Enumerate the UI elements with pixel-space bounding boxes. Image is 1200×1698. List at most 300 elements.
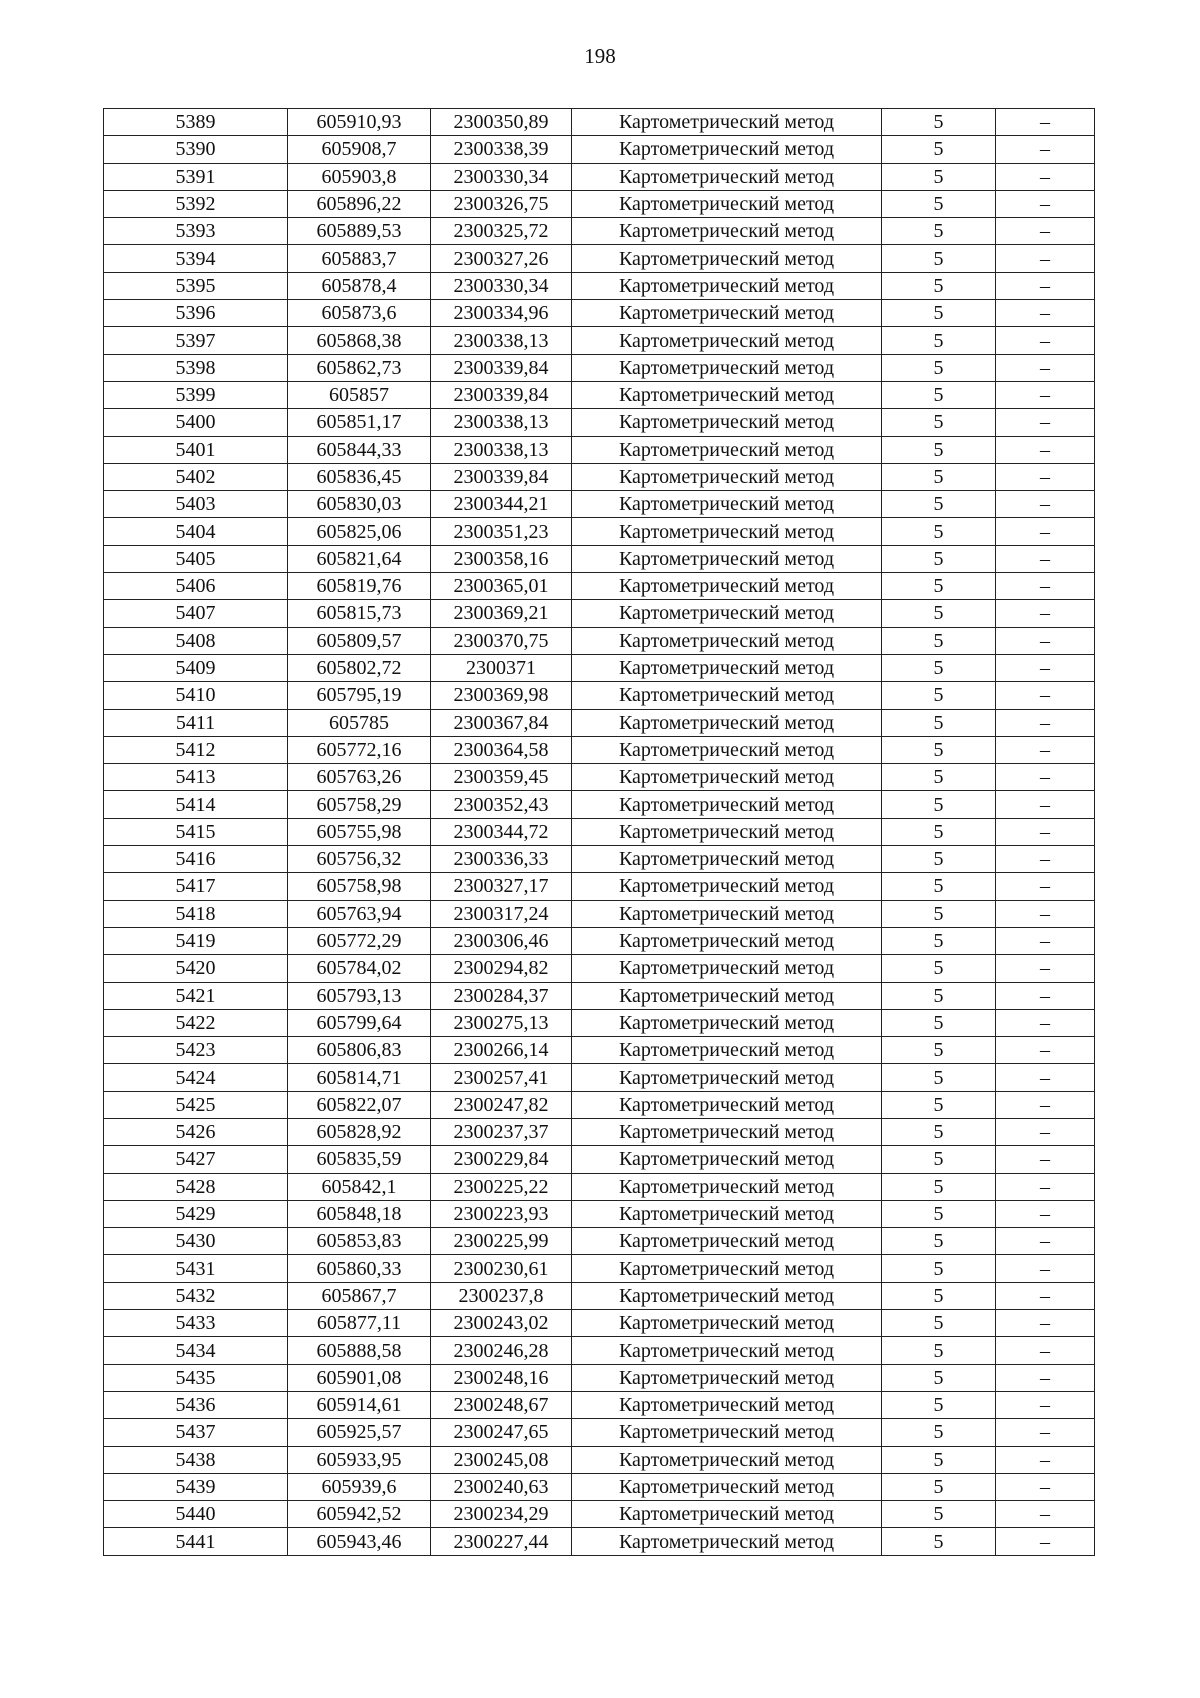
description-cell: – <box>996 436 1095 463</box>
description-cell: – <box>996 463 1095 490</box>
method-cell: Картометрический метод <box>572 136 882 163</box>
accuracy-cell: 5 <box>882 846 996 873</box>
accuracy-cell: 5 <box>882 1173 996 1200</box>
method-cell: Картометрический метод <box>572 1228 882 1255</box>
y-coordinate-cell: 2300344,72 <box>431 818 572 845</box>
method-cell: Картометрический метод <box>572 1282 882 1309</box>
point-number-cell: 5431 <box>104 1255 288 1282</box>
x-coordinate-cell: 605758,98 <box>288 873 431 900</box>
x-coordinate-cell: 605772,16 <box>288 736 431 763</box>
point-number-cell: 5397 <box>104 327 288 354</box>
x-coordinate-cell: 605784,02 <box>288 955 431 982</box>
y-coordinate-cell: 2300358,16 <box>431 545 572 572</box>
point-number-cell: 5417 <box>104 873 288 900</box>
table-row <box>104 736 1095 763</box>
table-row <box>104 1118 1095 1145</box>
point-number-cell: 5421 <box>104 982 288 1009</box>
x-coordinate-cell: 605943,46 <box>288 1528 431 1555</box>
y-coordinate-cell: 2300338,39 <box>431 136 572 163</box>
y-coordinate-cell: 2300234,29 <box>431 1501 572 1528</box>
description-cell: – <box>996 764 1095 791</box>
point-number-cell: 5432 <box>104 1282 288 1309</box>
point-number-cell: 5436 <box>104 1391 288 1418</box>
x-coordinate-cell: 605763,94 <box>288 900 431 927</box>
method-cell: Картометрический метод <box>572 1446 882 1473</box>
x-coordinate-cell: 605825,06 <box>288 518 431 545</box>
x-coordinate-cell: 605785 <box>288 709 431 736</box>
method-cell: Картометрический метод <box>572 300 882 327</box>
description-cell: – <box>996 1337 1095 1364</box>
table-row <box>104 272 1095 299</box>
y-coordinate-cell: 2300334,96 <box>431 300 572 327</box>
x-coordinate-cell: 605842,1 <box>288 1173 431 1200</box>
method-cell: Картометрический метод <box>572 709 882 736</box>
description-cell: – <box>996 1037 1095 1064</box>
description-cell: – <box>996 1173 1095 1200</box>
x-coordinate-cell: 605755,98 <box>288 818 431 845</box>
method-cell: Картометрический метод <box>572 846 882 873</box>
accuracy-cell: 5 <box>882 1146 996 1173</box>
x-coordinate-cell: 605830,03 <box>288 491 431 518</box>
table-row <box>104 1473 1095 1500</box>
accuracy-cell: 5 <box>882 982 996 1009</box>
accuracy-cell: 5 <box>882 1446 996 1473</box>
y-coordinate-cell: 2300364,58 <box>431 736 572 763</box>
accuracy-cell: 5 <box>882 463 996 490</box>
accuracy-cell: 5 <box>882 1337 996 1364</box>
x-coordinate-cell: 605822,07 <box>288 1091 431 1118</box>
y-coordinate-cell: 2300350,89 <box>431 109 572 136</box>
point-number-cell: 5403 <box>104 491 288 518</box>
table-row <box>104 109 1095 136</box>
point-number-cell: 5399 <box>104 381 288 408</box>
table-row <box>104 927 1095 954</box>
y-coordinate-cell: 2300338,13 <box>431 436 572 463</box>
method-cell: Картометрический метод <box>572 818 882 845</box>
accuracy-cell: 5 <box>882 873 996 900</box>
table-row <box>104 573 1095 600</box>
method-cell: Картометрический метод <box>572 218 882 245</box>
x-coordinate-cell: 605939,6 <box>288 1473 431 1500</box>
method-cell: Картометрический метод <box>572 1037 882 1064</box>
method-cell: Картометрический метод <box>572 518 882 545</box>
method-cell: Картометрический метод <box>572 354 882 381</box>
accuracy-cell: 5 <box>882 1200 996 1227</box>
table-row <box>104 1501 1095 1528</box>
description-cell: – <box>996 982 1095 1009</box>
point-number-cell: 5393 <box>104 218 288 245</box>
accuracy-cell: 5 <box>882 436 996 463</box>
description-cell: – <box>996 381 1095 408</box>
y-coordinate-cell: 2300266,14 <box>431 1037 572 1064</box>
accuracy-cell: 5 <box>882 1118 996 1145</box>
point-number-cell: 5402 <box>104 463 288 490</box>
method-cell: Картометрический метод <box>572 1255 882 1282</box>
y-coordinate-cell: 2300325,72 <box>431 218 572 245</box>
table-row <box>104 1037 1095 1064</box>
point-number-cell: 5426 <box>104 1118 288 1145</box>
y-coordinate-cell: 2300369,98 <box>431 682 572 709</box>
x-coordinate-cell: 605873,6 <box>288 300 431 327</box>
table-row <box>104 955 1095 982</box>
method-cell: Картометрический метод <box>572 272 882 299</box>
x-coordinate-cell: 605860,33 <box>288 1255 431 1282</box>
method-cell: Картометрический метод <box>572 1501 882 1528</box>
description-cell: – <box>996 1118 1095 1145</box>
description-cell: – <box>996 1228 1095 1255</box>
method-cell: Картометрический метод <box>572 791 882 818</box>
table-row <box>104 982 1095 1009</box>
description-cell: – <box>996 1446 1095 1473</box>
table-row <box>104 545 1095 572</box>
y-coordinate-cell: 2300327,26 <box>431 245 572 272</box>
x-coordinate-cell: 605821,64 <box>288 545 431 572</box>
page-number: 198 <box>584 44 616 68</box>
accuracy-cell: 5 <box>882 1228 996 1255</box>
x-coordinate-cell: 605896,22 <box>288 190 431 217</box>
description-cell: – <box>996 1391 1095 1418</box>
point-number-cell: 5390 <box>104 136 288 163</box>
x-coordinate-cell: 605836,45 <box>288 463 431 490</box>
method-cell: Картометрический метод <box>572 463 882 490</box>
y-coordinate-cell: 2300338,13 <box>431 409 572 436</box>
accuracy-cell: 5 <box>882 709 996 736</box>
point-number-cell: 5409 <box>104 654 288 681</box>
table-row <box>104 245 1095 272</box>
table-row <box>104 300 1095 327</box>
y-coordinate-cell: 2300367,84 <box>431 709 572 736</box>
table-row <box>104 1419 1095 1446</box>
table-row <box>104 1528 1095 1555</box>
x-coordinate-cell: 605903,8 <box>288 163 431 190</box>
description-cell: – <box>996 1310 1095 1337</box>
y-coordinate-cell: 2300229,84 <box>431 1146 572 1173</box>
description-cell: – <box>996 573 1095 600</box>
accuracy-cell: 5 <box>882 518 996 545</box>
y-coordinate-cell: 2300344,21 <box>431 491 572 518</box>
x-coordinate-cell: 605888,58 <box>288 1337 431 1364</box>
method-cell: Картометрический метод <box>572 764 882 791</box>
x-coordinate-cell: 605889,53 <box>288 218 431 245</box>
accuracy-cell: 5 <box>882 272 996 299</box>
table-row <box>104 627 1095 654</box>
table-row <box>104 463 1095 490</box>
table-row <box>104 1446 1095 1473</box>
x-coordinate-cell: 605819,76 <box>288 573 431 600</box>
accuracy-cell: 5 <box>882 409 996 436</box>
x-coordinate-cell: 605793,13 <box>288 982 431 1009</box>
point-number-cell: 5429 <box>104 1200 288 1227</box>
accuracy-cell: 5 <box>882 1391 996 1418</box>
method-cell: Картометрический метод <box>572 109 882 136</box>
y-coordinate-cell: 2300327,17 <box>431 873 572 900</box>
table-row <box>104 1009 1095 1036</box>
method-cell: Картометрический метод <box>572 1146 882 1173</box>
y-coordinate-cell: 2300248,67 <box>431 1391 572 1418</box>
x-coordinate-cell: 605867,7 <box>288 1282 431 1309</box>
point-number-cell: 5430 <box>104 1228 288 1255</box>
x-coordinate-cell: 605857 <box>288 381 431 408</box>
table-row <box>104 791 1095 818</box>
y-coordinate-cell: 2300230,61 <box>431 1255 572 1282</box>
x-coordinate-cell: 605809,57 <box>288 627 431 654</box>
x-coordinate-cell: 605795,19 <box>288 682 431 709</box>
accuracy-cell: 5 <box>882 218 996 245</box>
y-coordinate-cell: 2300338,13 <box>431 327 572 354</box>
point-number-cell: 5440 <box>104 1501 288 1528</box>
method-cell: Картометрический метод <box>572 1310 882 1337</box>
y-coordinate-cell: 2300247,65 <box>431 1419 572 1446</box>
y-coordinate-cell: 2300317,24 <box>431 900 572 927</box>
point-number-cell: 5413 <box>104 764 288 791</box>
point-number-cell: 5400 <box>104 409 288 436</box>
description-cell: – <box>996 245 1095 272</box>
y-coordinate-cell: 2300326,75 <box>431 190 572 217</box>
description-cell: – <box>996 1282 1095 1309</box>
method-cell: Картометрический метод <box>572 436 882 463</box>
y-coordinate-cell: 2300227,44 <box>431 1528 572 1555</box>
x-coordinate-cell: 605844,33 <box>288 436 431 463</box>
method-cell: Картометрический метод <box>572 1091 882 1118</box>
point-number-cell: 5415 <box>104 818 288 845</box>
y-coordinate-cell: 2300246,28 <box>431 1337 572 1364</box>
accuracy-cell: 5 <box>882 136 996 163</box>
x-coordinate-cell: 605756,32 <box>288 846 431 873</box>
table-row <box>104 190 1095 217</box>
table-row <box>104 873 1095 900</box>
y-coordinate-cell: 2300351,23 <box>431 518 572 545</box>
table-row <box>104 136 1095 163</box>
description-cell: – <box>996 1200 1095 1227</box>
x-coordinate-cell: 605763,26 <box>288 764 431 791</box>
accuracy-cell: 5 <box>882 1037 996 1064</box>
accuracy-cell: 5 <box>882 1501 996 1528</box>
description-cell: – <box>996 218 1095 245</box>
description-cell: – <box>996 600 1095 627</box>
table-row <box>104 1255 1095 1282</box>
y-coordinate-cell: 2300243,02 <box>431 1310 572 1337</box>
point-number-cell: 5394 <box>104 245 288 272</box>
description-cell: – <box>996 1364 1095 1391</box>
table-row <box>104 1064 1095 1091</box>
table-row <box>104 654 1095 681</box>
x-coordinate-cell: 605942,52 <box>288 1501 431 1528</box>
y-coordinate-cell: 2300330,34 <box>431 272 572 299</box>
table-row <box>104 682 1095 709</box>
point-number-cell: 5404 <box>104 518 288 545</box>
y-coordinate-cell: 2300339,84 <box>431 381 572 408</box>
method-cell: Картометрический метод <box>572 1391 882 1418</box>
description-cell: – <box>996 1091 1095 1118</box>
accuracy-cell: 5 <box>882 245 996 272</box>
y-coordinate-cell: 2300225,22 <box>431 1173 572 1200</box>
table-row <box>104 764 1095 791</box>
accuracy-cell: 5 <box>882 1419 996 1446</box>
point-number-cell: 5441 <box>104 1528 288 1555</box>
accuracy-cell: 5 <box>882 654 996 681</box>
point-number-cell: 5422 <box>104 1009 288 1036</box>
table-row <box>104 409 1095 436</box>
accuracy-cell: 5 <box>882 1528 996 1555</box>
x-coordinate-cell: 605901,08 <box>288 1364 431 1391</box>
coordinates-table <box>103 108 1095 1556</box>
method-cell: Картометрический метод <box>572 327 882 354</box>
point-number-cell: 5405 <box>104 545 288 572</box>
description-cell: – <box>996 927 1095 954</box>
method-cell: Картометрический метод <box>572 1200 882 1227</box>
method-cell: Картометрический метод <box>572 573 882 600</box>
table-row <box>104 1091 1095 1118</box>
description-cell: – <box>996 190 1095 217</box>
x-coordinate-cell: 605848,18 <box>288 1200 431 1227</box>
point-number-cell: 5434 <box>104 1337 288 1364</box>
x-coordinate-cell: 605853,83 <box>288 1228 431 1255</box>
point-number-cell: 5435 <box>104 1364 288 1391</box>
point-number-cell: 5414 <box>104 791 288 818</box>
table-row <box>104 327 1095 354</box>
table-row <box>104 381 1095 408</box>
accuracy-cell: 5 <box>882 327 996 354</box>
point-number-cell: 5391 <box>104 163 288 190</box>
method-cell: Картометрический метод <box>572 245 882 272</box>
method-cell: Картометрический метод <box>572 1473 882 1500</box>
method-cell: Картометрический метод <box>572 381 882 408</box>
method-cell: Картометрический метод <box>572 955 882 982</box>
x-coordinate-cell: 605914,61 <box>288 1391 431 1418</box>
accuracy-cell: 5 <box>882 1473 996 1500</box>
y-coordinate-cell: 2300306,46 <box>431 927 572 954</box>
accuracy-cell: 5 <box>882 764 996 791</box>
description-cell: – <box>996 1064 1095 1091</box>
method-cell: Картометрический метод <box>572 1364 882 1391</box>
point-number-cell: 5411 <box>104 709 288 736</box>
method-cell: Картометрический метод <box>572 1419 882 1446</box>
point-number-cell: 5395 <box>104 272 288 299</box>
y-coordinate-cell: 2300371 <box>431 654 572 681</box>
y-coordinate-cell: 2300359,45 <box>431 764 572 791</box>
accuracy-cell: 5 <box>882 627 996 654</box>
method-cell: Картометрический метод <box>572 1009 882 1036</box>
accuracy-cell: 5 <box>882 682 996 709</box>
accuracy-cell: 5 <box>882 1282 996 1309</box>
description-cell: – <box>996 1501 1095 1528</box>
x-coordinate-cell: 605772,29 <box>288 927 431 954</box>
description-cell: – <box>996 955 1095 982</box>
y-coordinate-cell: 2300257,41 <box>431 1064 572 1091</box>
method-cell: Картометрический метод <box>572 1528 882 1555</box>
table-row <box>104 1146 1095 1173</box>
y-coordinate-cell: 2300336,33 <box>431 846 572 873</box>
accuracy-cell: 5 <box>882 1064 996 1091</box>
accuracy-cell: 5 <box>882 1310 996 1337</box>
x-coordinate-cell: 605908,7 <box>288 136 431 163</box>
description-cell: – <box>996 109 1095 136</box>
table-row <box>104 436 1095 463</box>
description-cell: – <box>996 354 1095 381</box>
x-coordinate-cell: 605802,72 <box>288 654 431 681</box>
method-cell: Картометрический метод <box>572 1064 882 1091</box>
table-row <box>104 1282 1095 1309</box>
accuracy-cell: 5 <box>882 736 996 763</box>
point-number-cell: 5418 <box>104 900 288 927</box>
table-row <box>104 354 1095 381</box>
table-row <box>104 1200 1095 1227</box>
method-cell: Картометрический метод <box>572 927 882 954</box>
x-coordinate-cell: 605835,59 <box>288 1146 431 1173</box>
accuracy-cell: 5 <box>882 1255 996 1282</box>
accuracy-cell: 5 <box>882 573 996 600</box>
method-cell: Картометрический метод <box>572 627 882 654</box>
y-coordinate-cell: 2300339,84 <box>431 354 572 381</box>
accuracy-cell: 5 <box>882 545 996 572</box>
description-cell: – <box>996 709 1095 736</box>
point-number-cell: 5419 <box>104 927 288 954</box>
table-row <box>104 846 1095 873</box>
y-coordinate-cell: 2300339,84 <box>431 463 572 490</box>
x-coordinate-cell: 605868,38 <box>288 327 431 354</box>
x-coordinate-cell: 605814,71 <box>288 1064 431 1091</box>
description-cell: – <box>996 136 1095 163</box>
accuracy-cell: 5 <box>882 600 996 627</box>
table-row <box>104 1337 1095 1364</box>
table-row <box>104 1173 1095 1200</box>
x-coordinate-cell: 605925,57 <box>288 1419 431 1446</box>
description-cell: – <box>996 1255 1095 1282</box>
table-row <box>104 163 1095 190</box>
description-cell: – <box>996 654 1095 681</box>
y-coordinate-cell: 2300247,82 <box>431 1091 572 1118</box>
x-coordinate-cell: 605851,17 <box>288 409 431 436</box>
y-coordinate-cell: 2300330,34 <box>431 163 572 190</box>
method-cell: Картометрический метод <box>572 1118 882 1145</box>
method-cell: Картометрический метод <box>572 1173 882 1200</box>
y-coordinate-cell: 2300275,13 <box>431 1009 572 1036</box>
table-row <box>104 491 1095 518</box>
accuracy-cell: 5 <box>882 927 996 954</box>
description-cell: – <box>996 682 1095 709</box>
accuracy-cell: 5 <box>882 109 996 136</box>
x-coordinate-cell: 605828,92 <box>288 1118 431 1145</box>
description-cell: – <box>996 409 1095 436</box>
description-cell: – <box>996 846 1095 873</box>
y-coordinate-cell: 2300294,82 <box>431 955 572 982</box>
y-coordinate-cell: 2300240,63 <box>431 1473 572 1500</box>
x-coordinate-cell: 605758,29 <box>288 791 431 818</box>
accuracy-cell: 5 <box>882 1364 996 1391</box>
x-coordinate-cell: 605910,93 <box>288 109 431 136</box>
point-number-cell: 5389 <box>104 109 288 136</box>
point-number-cell: 5412 <box>104 736 288 763</box>
description-cell: – <box>996 272 1095 299</box>
method-cell: Картометрический метод <box>572 1337 882 1364</box>
method-cell: Картометрический метод <box>572 873 882 900</box>
table-row <box>104 900 1095 927</box>
point-number-cell: 5438 <box>104 1446 288 1473</box>
description-cell: – <box>996 163 1095 190</box>
method-cell: Картометрический метод <box>572 409 882 436</box>
point-number-cell: 5428 <box>104 1173 288 1200</box>
point-number-cell: 5433 <box>104 1310 288 1337</box>
y-coordinate-cell: 2300352,43 <box>431 791 572 818</box>
point-number-cell: 5423 <box>104 1037 288 1064</box>
point-number-cell: 5410 <box>104 682 288 709</box>
method-cell: Картометрический метод <box>572 682 882 709</box>
method-cell: Картометрический метод <box>572 545 882 572</box>
x-coordinate-cell: 605815,73 <box>288 600 431 627</box>
x-coordinate-cell: 605883,7 <box>288 245 431 272</box>
y-coordinate-cell: 2300237,8 <box>431 1282 572 1309</box>
description-cell: – <box>996 1146 1095 1173</box>
